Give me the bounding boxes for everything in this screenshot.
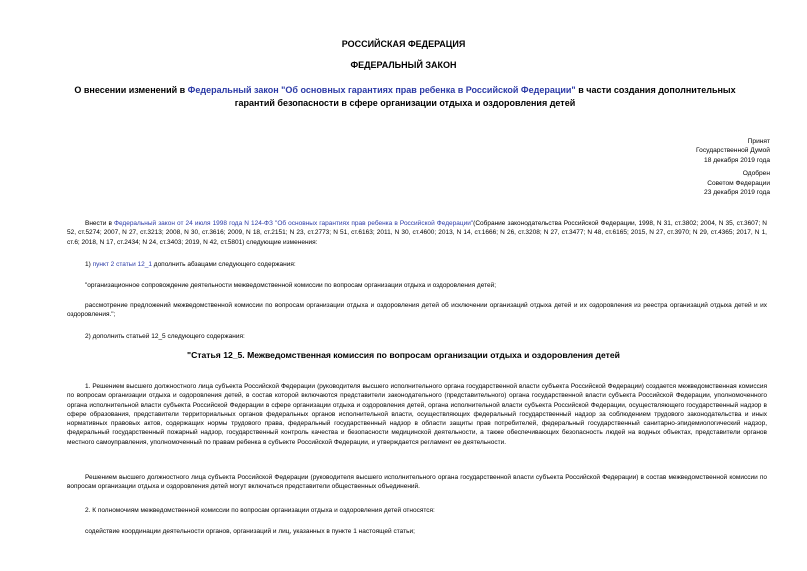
title-law-link[interactable]: Федеральный закон "Об основных гарантиях прав ребенка в Российской Федерации": [187, 85, 576, 95]
item-1-number: 1): [85, 261, 93, 268]
approved-date: 23 декабря 2019 года: [704, 189, 770, 197]
item-2: 2) дополнить статьей 12_5 следующего содержания:: [85, 333, 245, 340]
accepted-label: Принят: [747, 138, 770, 145]
adoption-block: [696, 137, 770, 197]
law-title: [60, 84, 750, 110]
title-prefix: О внесении изменений в: [74, 85, 188, 95]
article-paragraph-4: содействие координации деятельности органов, организаций и лиц, указанных в пункте 1 настоящей статьи;: [85, 528, 415, 535]
law-reference-link[interactable]: Федеральный закон от 24 июля 1998 года N 124-ФЗ: [114, 220, 273, 227]
intro-prefix: Внести в: [85, 220, 114, 227]
law-type-heading: ФЕДЕРАЛЬНЫЙ ЗАКОН: [350, 60, 457, 70]
item-1: [67, 260, 767, 269]
accepted-by: Государственной Думой: [696, 147, 770, 155]
article-paragraph-2: Решением высшего должностного лица субъекта Российской Федерации (руководителя высшего исполнительного органа государственной власти субъекта Российской Федерации) в состав межведомственной комиссии по вопросам организации отдыха и оздоровления детей могут включаться представители общественных объединений.: [67, 474, 767, 491]
quote-paragraph-2: рассмотрение предложений межведомственной комиссии по вопросам организации отдыха и оздоровления детей об исключении организаций отдыха детей и их оздоровления из реестра организаций отдыха детей и их оздоровления.";: [67, 302, 767, 319]
article-paragraph-1: 1. Решением высшего должностного лица субъекта Российской Федерации (руководителя высшего исполнительного органа государственной власти субъекта Российской Федерации) создается межведомственная комиссия по вопросам организации отдыха и оздоровления детей, в состав которой включаются представители законодательного (представительного) органа государственной власти субъекта Российской Федерации, уполномоченного органа исполнительной власти субъекта Российской Федерации в сфере организации отдыха и оздоровления детей, органа исполнительной власти субъекта Российской Федерации, осуществляющего государственный надзор в сфере образования, представители территориальных органов федеральных органов исполнительной власти, осуществляющих федеральный государственный надзор за соблюдением трудового законодательства и иных нормативных правовых актов, содержащих нормы трудового права, федеральный государственный надзор в области защиты прав потребителей, федеральный государственный санитарно-эпидемиологический надзор, федеральный государственный пожарный надзор, государственный контроль качества и безопасности медицинской деятельности, а также обеспечивающих безопасность людей на водных объектах, представители органов местного самоуправления, уполномоченный по правам ребенка в субъекте Российской Федерации, и утверждается регламент ее деятельности.: [67, 383, 767, 446]
item-1-text: дополнить абзацами следующего содержания:: [151, 261, 296, 268]
title-suffix: в части создания дополнительных гарантий безопасности в сфере организации отдыха и оздоровления детей: [234, 85, 736, 108]
approved-by: Советом Федерации: [707, 179, 770, 187]
intro-paragraph: [67, 219, 767, 247]
article-title: "Статья 12_5. Межведомственная комиссия по вопросам организации отдыха и оздоровления детей: [187, 350, 620, 360]
article-12-1-link[interactable]: пункт 2 статьи 12_1: [92, 261, 152, 268]
approved-label: Одобрен: [742, 170, 770, 178]
accepted-date: 18 декабря 2019 года: [704, 156, 770, 164]
article-paragraph-3: 2. К полномочиям межведомственной комиссии по вопросам организации отдыха и оздоровления детей относятся:: [85, 507, 435, 514]
quote-paragraph-1: "организационное сопровождение деятельности межведомственной комиссии по вопросам организации отдыха и оздоровления детей;: [85, 282, 497, 289]
country-heading: РОССИЙСКАЯ ФЕДЕРАЦИЯ: [341, 39, 466, 49]
intro-rest: (Собрание законодательства Российской Федерации, 1998, N 31, ст.3802; 2004, N 35, ст.3607; N 52, ст.5274; 2007, N 27, ст.3213; 2008, N 30, ст.3616; 2009, N 18, ст.2151; N 23, ст.2773; N 51, ст.6163; 2011, N 30, ст.4600; 2013, N 14, ст.1666; N 26, ст.3208; N 27, ст.3477; N 48, ст.6165; 2015, N 27, ст.3970; N 29, ст.4365; 2017, N 1, ст.6; 2018, N 17, ст.2434; N 24, ст.3403; 2019, N 42, ст.5801) следующие изменения:: [67, 220, 767, 246]
law-name-link[interactable]: "Об основных гарантиях прав ребенка в Российской Федерации": [275, 220, 474, 227]
